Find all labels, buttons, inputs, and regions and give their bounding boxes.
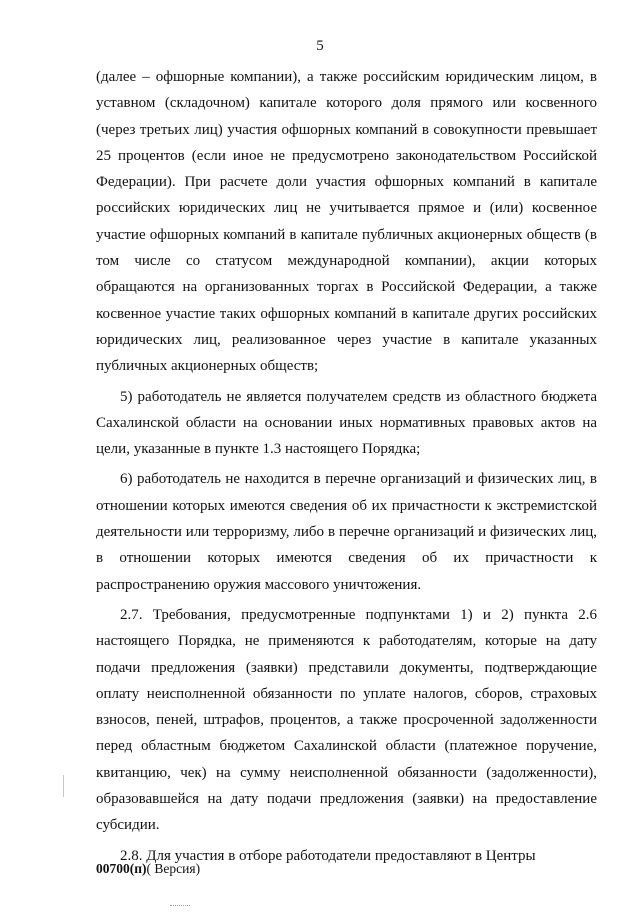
document-code: 00700(п): [96, 861, 147, 876]
document-body: [96, 64, 597, 869]
page-number: 5: [316, 38, 324, 54]
paragraph-item-6: 6) работодатель не находится в перечне организаций и физических лиц, в отношении которых имеются сведения об их причастности к экстремистской деятельности или терроризму, либо в перечне организаций и физических лиц, в отношении которых имеются сведения об их причастности к распространению оружия массового уничтожения.: [96, 471, 597, 593]
bottom-rule: [170, 905, 190, 906]
document-version: ( Версия): [146, 861, 201, 876]
paragraph-item-5: 5) работодатель не является получателем средств из областного бюджета Сахалинской области на основании иных нормативных правовых актов на цели, указанные в пункте 1.3 настоящего Порядка;: [96, 388, 597, 458]
document-footer: [96, 861, 200, 877]
paragraph-clause-2-7: 2.7. Требования, предусмотренные подпунктами 1) и 2) пункта 2.6 настоящего Порядка, не применяются к работодателям, которые на дату подачи предложения (заявки) представили документы, подтверждающие оплату неисполненной обязанности по уплате налогов, сборов, страховых взносов, пеней, штрафов, процентов, а также просроченной задолженности перед областным бюджетом Сахалинской области (платежное поручение, квитанцию, чек) на сумму неисполненной обязанности (задолженности), образовавшейся на дату подачи предложения (заявки) на предоставление субсидии.: [96, 606, 597, 834]
paragraph-offshore-continuation: (далее – офшорные компании), а также российским юридическим лицом, в уставном (складочном) капитале которого доля прямого или косвенного (через третьих лиц) участия офшорных компаний в совокупности превышает 25 процентов (если иное не предусмотрено законодательством Российской Федерации). При расчете доли участия офшорных компаний в капитале российских юридических лиц не учитывается прямое и (или) косвенное участие офшорных компаний в капитале публичных акционерных обществ (в том числе со статусом международной компании), акции которых обращаются на организованных торгах в Российской Федерации, а также косвенное участие таких офшорных компаний в капитале других российских юридических лиц, реализованное через участие в капитале указанных публичных акционерных обществ;: [96, 69, 597, 375]
margin-mark: [63, 775, 64, 797]
paragraph-clause-2-8: 2.8. Для участия в отборе работодатели предоставляют в Центры: [120, 847, 536, 864]
